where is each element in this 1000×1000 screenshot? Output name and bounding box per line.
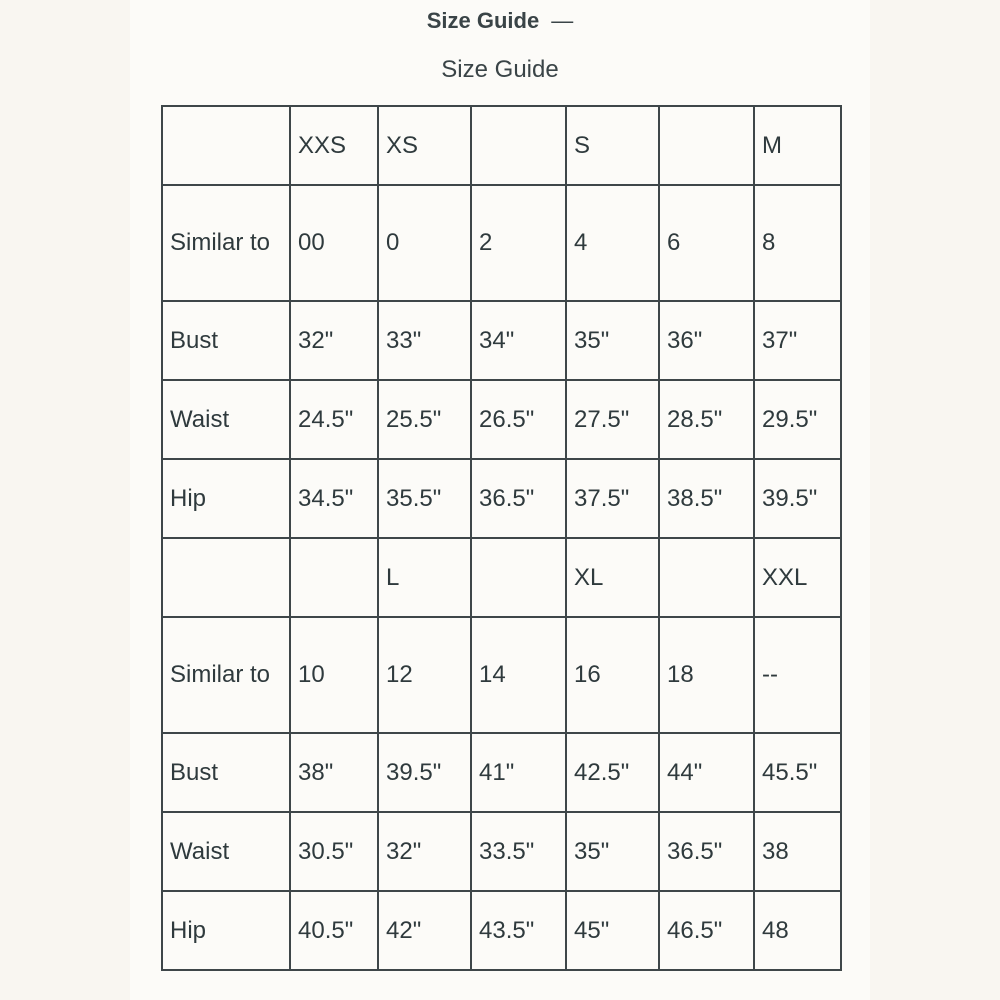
table-cell: 10 (290, 617, 378, 733)
table-cell: 0 (378, 185, 471, 301)
table-cell: 39.5" (378, 733, 471, 812)
table-cell: 2 (471, 185, 566, 301)
table-cell: 36" (659, 301, 754, 380)
table-cell: 32" (378, 812, 471, 891)
table-cell: 40.5" (290, 891, 378, 970)
table-row-similar (162, 185, 841, 301)
table-cell: 45.5" (754, 733, 841, 812)
table-cell: 42" (378, 891, 471, 970)
table-cell: 33" (378, 301, 471, 380)
size-header-cell: L (378, 538, 471, 617)
table-cell: 37.5" (566, 459, 659, 538)
table-cell: 27.5" (566, 380, 659, 459)
size-header-cell: XXL (754, 538, 841, 617)
row-label-cell: Similar to (162, 185, 290, 301)
table-cell: 32" (290, 301, 378, 380)
size-header-cell (659, 106, 754, 185)
row-label-cell: Waist (162, 380, 290, 459)
size-header-cell: XXS (290, 106, 378, 185)
table-cell: 18 (659, 617, 754, 733)
header (0, 0, 1000, 48)
table-cell: 38.5" (659, 459, 754, 538)
table-cell: 43.5" (471, 891, 566, 970)
size-header-cell (290, 538, 378, 617)
table-cell: 38 (754, 812, 841, 891)
table-cell: 45" (566, 891, 659, 970)
table-cell: 8 (754, 185, 841, 301)
table-cell: 35" (566, 812, 659, 891)
size-header-cell (471, 106, 566, 185)
table-cell: 28.5" (659, 380, 754, 459)
table-cell: 36.5" (659, 812, 754, 891)
row-label-cell: Hip (162, 891, 290, 970)
table-row-waist (162, 380, 841, 459)
table-cell: 33.5" (471, 812, 566, 891)
table-cell: 35.5" (378, 459, 471, 538)
size-header-cell (659, 538, 754, 617)
table-cell: 29.5" (754, 380, 841, 459)
size-header-cell: XS (378, 106, 471, 185)
table-cell: 4 (566, 185, 659, 301)
page-title (0, 8, 1000, 34)
table-row-hip (162, 459, 841, 538)
table-cell: 16 (566, 617, 659, 733)
row-label-cell (162, 538, 290, 617)
table-cell: 00 (290, 185, 378, 301)
table-cell: 34.5" (290, 459, 378, 538)
table-row-hip (162, 891, 841, 970)
table-cell: 39.5" (754, 459, 841, 538)
table-cell: 37" (754, 301, 841, 380)
table-cell: 25.5" (378, 380, 471, 459)
table-row-size (162, 538, 841, 617)
row-label-cell: Bust (162, 733, 290, 812)
size-guide-table-body (162, 106, 841, 970)
table-cell: 44" (659, 733, 754, 812)
table-row-waist (162, 812, 841, 891)
row-label-cell (162, 106, 290, 185)
row-label-cell: Waist (162, 812, 290, 891)
table-row-bust (162, 733, 841, 812)
table-cell: 34" (471, 301, 566, 380)
row-label-cell: Hip (162, 459, 290, 538)
size-header-cell: S (566, 106, 659, 185)
size-header-cell: XL (566, 538, 659, 617)
row-label-cell: Similar to (162, 617, 290, 733)
table-row-bust (162, 301, 841, 380)
table-row-similar (162, 617, 841, 733)
table-cell: 46.5" (659, 891, 754, 970)
title-text: Size Guide (426, 8, 540, 33)
size-header-cell: M (754, 106, 841, 185)
table-cell: 36.5" (471, 459, 566, 538)
size-header-cell (471, 538, 566, 617)
table-cell: 41" (471, 733, 566, 812)
table-cell: 14 (471, 617, 566, 733)
collapse-dash-icon[interactable]: — (551, 8, 574, 33)
table-row-size (162, 106, 841, 185)
size-guide-subtitle: Size Guide (441, 56, 559, 83)
table-cell: 24.5" (290, 380, 378, 459)
table-cell: 12 (378, 617, 471, 733)
row-label-cell: Bust (162, 301, 290, 380)
table-cell: 30.5" (290, 812, 378, 891)
table-cell: 38" (290, 733, 378, 812)
table-cell: 6 (659, 185, 754, 301)
size-guide-table (161, 105, 842, 971)
table-cell: -- (754, 617, 841, 733)
table-cell: 35" (566, 301, 659, 380)
table-cell: 48 (754, 891, 841, 970)
table-cell: 42.5" (566, 733, 659, 812)
table-cell: 26.5" (471, 380, 566, 459)
